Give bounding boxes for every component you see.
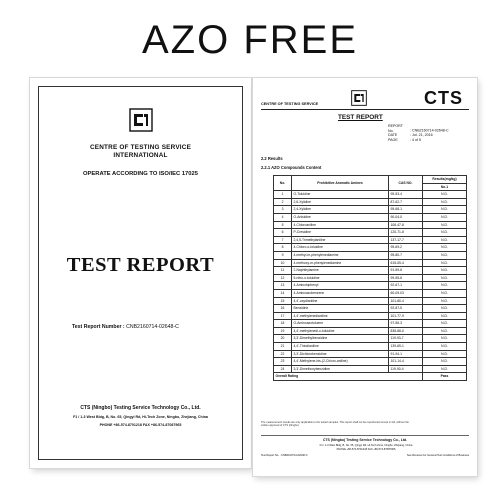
section-results: 2.2 Results — [261, 156, 283, 161]
cell-cas: 91-94-1 — [389, 350, 423, 358]
footer-divider — [261, 435, 469, 436]
cell-no: 6 — [274, 229, 292, 237]
cell-result: N.D. — [423, 244, 467, 252]
cell-cas: 95-80-7 — [389, 251, 423, 259]
cell-result: N.D. — [423, 327, 467, 335]
cell-result: N.D. — [423, 350, 467, 358]
cell-no: 21 — [274, 343, 292, 351]
cell-no: 16 — [274, 305, 292, 313]
cell-cas: 838-88-0 — [389, 327, 423, 335]
overall-value: Pass — [423, 373, 467, 381]
cell-cas: 60-09-03 — [389, 289, 423, 297]
meta-value: 4 of 5 — [412, 137, 421, 142]
cell-result: N.D. — [423, 213, 467, 221]
cell-cas: 139-65-1 — [389, 343, 423, 351]
meta-key: PAGE — [388, 137, 398, 142]
table-row — [274, 206, 467, 214]
table-row — [274, 289, 467, 297]
table-row — [274, 244, 467, 252]
cell-no: 18 — [274, 320, 292, 328]
cell-cas: 91-59-8 — [389, 267, 423, 275]
cell-amine: 5-nitro-o-toluidine — [292, 274, 389, 282]
cell-no: 8 — [274, 244, 292, 252]
print-report-number: Test Report No. : CNB2160714-02648-C — [261, 454, 308, 457]
brand-wordmark: CTS — [424, 88, 463, 108]
cell-cas: 90-04-0 — [389, 213, 423, 221]
cell-amine: 3,3'-Dichlorobenzidine — [292, 350, 389, 358]
meta-row: DATE : Jul. 21, 2016 — [388, 133, 433, 138]
cell-result: N.D. — [423, 297, 467, 305]
cell-amine: 2-Naphthylamine — [292, 267, 389, 275]
cell-amine: 4-Aminobiphenyl — [292, 282, 389, 290]
cell-result: N.D. — [423, 259, 467, 267]
table-row — [274, 365, 467, 373]
cell-amine: 4-methoxy-m-phenylenediamine — [292, 259, 389, 267]
cell-result: N.D. — [423, 282, 467, 290]
header-no: No. — [274, 176, 292, 191]
cell-result: N.D. — [423, 191, 467, 199]
cell-amine: 4,4'-Thiodianiline — [292, 343, 389, 351]
cell-amine: O-Anisidine — [292, 213, 389, 221]
cell-cas: 87-62-7 — [389, 198, 423, 206]
cell-amine: 4,4'-Methylene-bis-(2-Chloro-aniline) — [292, 358, 389, 366]
cts-logo-icon — [129, 108, 153, 132]
meta-row: REPORT No. : CNB2160714-02648-C — [388, 124, 449, 133]
cell-cas: 95-53-4 — [389, 191, 423, 199]
meta-key: REPORT No. — [388, 124, 403, 133]
cell-no: 15 — [274, 297, 292, 305]
cell-cas: 92-87-5 — [389, 305, 423, 313]
table-row — [274, 297, 467, 305]
cell-cas: 615-05-4 — [389, 259, 423, 267]
cell-result: N.D. — [423, 312, 467, 320]
cell-cas: 99-55-8 — [389, 274, 423, 282]
cell-result: N.D. — [423, 221, 467, 229]
cell-no: 14 — [274, 289, 292, 297]
cell-amine: 4,4'-methylenedi-o-toluidine — [292, 327, 389, 335]
cell-no: 19 — [274, 327, 292, 335]
cell-amine: 2,4-Xylidine — [292, 206, 389, 214]
report-number-label: Test Report Number : — [72, 324, 125, 330]
cell-cas: 120-71-8 — [389, 229, 423, 237]
table-row — [274, 343, 467, 351]
headline: AZO FREE — [141, 18, 359, 62]
header-divider — [261, 109, 469, 110]
header-sample: No.1 — [423, 183, 467, 191]
cell-no: 17 — [274, 312, 292, 320]
table-row — [274, 312, 467, 320]
cell-no: 7 — [274, 236, 292, 244]
cell-no: 20 — [274, 335, 292, 343]
company-name: CTS (Ningbo) Testing Service Technology Co., Ltd. — [322, 438, 408, 442]
cell-result: N.D. — [423, 206, 467, 214]
cell-result: N.D. — [423, 343, 467, 351]
operate-statement: OPERATE ACCORDING TO ISO/IEC 17025 — [83, 171, 198, 177]
centre-subname: INTERNATIONAL — [113, 152, 168, 159]
table-row — [274, 350, 467, 358]
cell-no: 23 — [274, 358, 292, 366]
table-row — [274, 358, 467, 366]
table-row — [274, 274, 467, 282]
report-header-left: CENTRE OF TESTING SERVICE — [261, 102, 319, 106]
cell-result: N.D. — [423, 236, 467, 244]
cell-result: N.D. — [423, 358, 467, 366]
cell-cas: 119-93-7 — [389, 335, 423, 343]
table-row — [274, 305, 467, 313]
header-results: Results(mg/kg) — [423, 176, 467, 184]
cell-cas: 137-17-7 — [389, 236, 423, 244]
cell-no: 5 — [274, 221, 292, 229]
report-page — [253, 78, 477, 476]
table-row — [274, 335, 467, 343]
print-conditions: See Reverse For General Test Conditions of Business — [406, 454, 469, 457]
cell-cas: 95-68-1 — [389, 206, 423, 214]
table-row — [274, 191, 467, 199]
company-address: F1 / 1-3 West Bldg, B, No. 65, Qingyi Rd, Hi-Tech Zone, Ningbo, Zhejiang, China — [319, 444, 413, 447]
cell-cas: 95-69-2 — [389, 244, 423, 252]
table-row — [274, 213, 467, 221]
meta-row: PAGE : 4 of 5 — [388, 137, 421, 142]
cell-result: N.D. — [423, 289, 467, 297]
meta-key: DATE — [388, 133, 398, 138]
cell-no: 11 — [274, 267, 292, 275]
cell-amine: 4,4'-methylenedianiline — [292, 312, 389, 320]
cell-amine: 4-Chloro-o-toluidine — [292, 244, 389, 252]
table-row — [274, 229, 467, 237]
table-row — [274, 282, 467, 290]
meta-value: CNB2160714-02648-C — [412, 128, 449, 133]
cell-cas: 97-56-3 — [389, 320, 423, 328]
overall-rating-row — [274, 373, 467, 381]
cell-cas: 92-67-1 — [389, 282, 423, 290]
cell-cas: 101-77-9 — [389, 312, 423, 320]
cell-no: 24 — [274, 365, 292, 373]
cell-amine: O-Aminoazotoluene — [292, 320, 389, 328]
cell-amine: 2,6-Xylidine — [292, 198, 389, 206]
header-cas: CAS NO. — [389, 176, 423, 191]
cell-amine: 3,3'-Dimethylbenzidine — [292, 335, 389, 343]
centre-name: CENTRE OF TESTING SERVICE — [89, 144, 192, 151]
cell-no: 13 — [274, 282, 292, 290]
cell-result: N.D. — [423, 251, 467, 259]
cell-amine: 2,4,5-Trimethylaniline — [292, 236, 389, 244]
cell-amine: 4-Aminoazobenzene — [292, 289, 389, 297]
cell-amine: P-Cresidine — [292, 229, 389, 237]
table-row — [274, 267, 467, 275]
cell-result: N.D. — [423, 320, 467, 328]
cell-result: N.D. — [423, 365, 467, 373]
table-row — [274, 198, 467, 206]
cell-no: 4 — [274, 213, 292, 221]
cell-no: 2 — [274, 198, 292, 206]
cell-no: 9 — [274, 251, 292, 259]
overall-label: Overall Rating — [274, 373, 423, 381]
report-meta — [388, 124, 449, 142]
report-number — [72, 324, 179, 330]
footnote: The measurement results are only applicable to the tested samples. This report shall not be reproduced except in full, without the written approval of CTS (Ningbo). — [261, 421, 409, 428]
cts-logo-icon — [351, 90, 367, 106]
cell-result: N.D. — [423, 335, 467, 343]
cell-no: 10 — [274, 259, 292, 267]
cell-cas: 119-90-4 — [389, 365, 423, 373]
cover-title: TEST REPORT — [66, 254, 215, 276]
report-title: TEST REPORT — [338, 114, 383, 121]
cell-result: N.D. — [423, 305, 467, 313]
table-body — [274, 191, 467, 381]
company-phone: PHONE +86-574-8701218 FAX +86-574-87087965 — [99, 423, 182, 427]
cell-no: 12 — [274, 274, 292, 282]
table-row — [274, 251, 467, 259]
cell-amine: O-Toluidine — [292, 191, 389, 199]
cell-amine: 4-methyl-m-phenylenediamine — [292, 251, 389, 259]
company-name: CTS (Ningbo) Testing Service Technology Co., Ltd. — [80, 405, 201, 411]
cell-result: N.D. — [423, 198, 467, 206]
table-row — [274, 236, 467, 244]
cell-no: 1 — [274, 191, 292, 199]
meta-value: Jul. 21, 2016 — [412, 133, 433, 138]
cover-page — [30, 78, 251, 468]
cell-no: 3 — [274, 206, 292, 214]
cell-amine: 4-Chloroaniline — [292, 221, 389, 229]
cell-no: 22 — [274, 350, 292, 358]
table-row — [274, 259, 467, 267]
table-header-row — [274, 176, 467, 184]
table-row — [274, 320, 467, 328]
company-phone: PHONE +86-574-8701218 FAX +86-574-87087965 — [336, 448, 396, 451]
cell-result: N.D. — [423, 229, 467, 237]
section-azo: 2.2.1 AZO Compounds Content — [261, 165, 322, 170]
cell-cas: 101-80-4 — [389, 297, 423, 305]
cell-result: N.D. — [423, 274, 467, 282]
company-address: F1 / 1-3 West Bldg, B, No. 65, Qingyi Rd, Hi-Tech Zone, Ningbo, Zhejiang, China — [73, 415, 208, 419]
cell-amine: Benzidine — [292, 305, 389, 313]
table-row — [274, 221, 467, 229]
cell-amine: 3,3'-Dimethoxybenzidine — [292, 365, 389, 373]
header-amine: Prohibitive Aromatic Amines — [292, 176, 389, 191]
cell-amine: 4,4'-oxydianiline — [292, 297, 389, 305]
cell-result: N.D. — [423, 267, 467, 275]
results-table — [273, 175, 467, 381]
report-number-value: CNB2160714-02648-C — [126, 324, 179, 330]
table-row — [274, 327, 467, 335]
cell-cas: 106-47-8 — [389, 221, 423, 229]
cell-cas: 101-14-4 — [389, 358, 423, 366]
